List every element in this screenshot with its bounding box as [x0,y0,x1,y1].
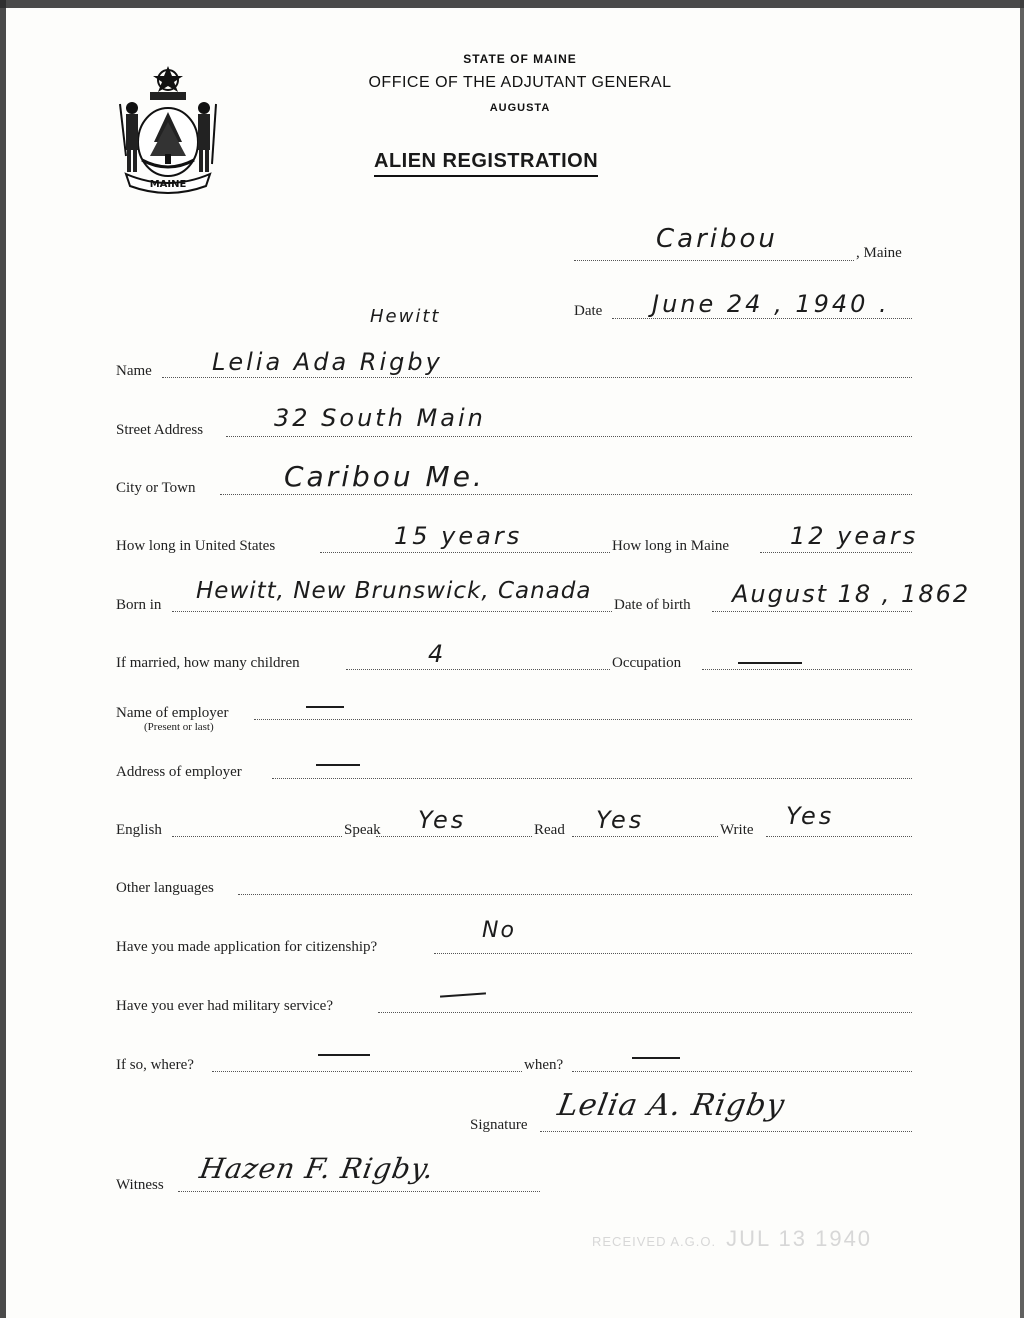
occupation-dash [738,662,802,664]
employer-name-dash [306,706,344,708]
how-long-us-label: How long in United States [116,538,276,554]
city-dotted-line [220,494,912,495]
when-dotted-line [572,1071,912,1072]
employer-name-label: Name of employer [116,705,229,721]
speak-label: Speak [344,822,381,838]
born-in-dotted-line [172,611,612,612]
speak-value: Yes [418,806,467,834]
date-of-birth-value: August 18 , 1862 [732,580,971,608]
place-label: , Maine [856,245,902,261]
how-long-us-dotted-line [320,552,610,553]
how-long-maine-label: How long in Maine [612,538,730,554]
header-state: STATE OF MAINE [463,52,577,66]
military-dotted-line [378,1012,912,1013]
read-dotted-line [572,836,718,837]
children-dotted-line [346,669,610,670]
header-city: AUGUSTA [489,102,551,114]
witness-value: Hazen F. Rigby. [197,1152,438,1185]
how-long-maine-value: 12 years [790,522,919,550]
english-label: English [116,822,162,838]
form-title: ALIEN REGISTRATION [374,150,598,177]
how-long-maine-dotted-line [760,552,912,553]
employer-address-dash [316,764,360,766]
born-in-label: Born in [116,597,162,613]
employer-address-label: Address of employer [116,764,242,780]
city-label: City or Town [116,480,196,496]
date-value: June 24 , 1940 . [652,290,890,318]
english-dotted-line [172,836,342,837]
signature-value: Lelia A. Rigby [554,1088,788,1123]
name-value: Lelia Ada Rigby [212,348,443,376]
employer-address-dotted-line [272,778,912,779]
citizenship-dotted-line [434,953,912,954]
citizenship-value: No [482,918,516,943]
scan-border-left [0,0,6,1318]
header-office: OFFICE OF THE ADJUTANT GENERAL [368,74,672,91]
city-value: Caribou Me. [284,460,485,493]
military-dash [440,992,486,997]
date-of-birth-label: Date of birth [614,597,691,613]
signature-dotted-line [540,1131,912,1132]
read-value: Yes [596,806,645,834]
received-stamp [592,1226,872,1252]
where-dotted-line [212,1071,522,1072]
name-label: Name [116,363,152,379]
signature-label: Signature [470,1117,528,1133]
military-label: Have you ever had military service? [116,998,333,1014]
street-value: 32 South Main [274,404,486,432]
name-dotted-line [162,377,912,378]
street-dotted-line [226,436,912,437]
place-value: Caribou [656,224,778,254]
stamp-prefix: RECEIVED A.G.O. [592,1234,717,1249]
name-insertion: Hewitt [370,306,441,327]
witness-dotted-line [178,1191,540,1192]
occupation-label: Occupation [612,655,682,671]
street-label: Street Address [116,422,204,438]
date-of-birth-dotted-line [712,611,912,612]
when-dash [632,1057,680,1059]
employer-name-dotted-line [254,719,912,720]
witness-label: Witness [116,1177,164,1193]
write-dotted-line [766,836,912,837]
children-label: If married, how many children [116,655,300,671]
place-dotted-line [574,260,854,261]
write-value: Yes [786,802,835,830]
when-label: when? [524,1057,564,1073]
born-in-value: Hewitt, New Brunswick, Canada [196,578,592,604]
children-value: 4 [428,640,447,668]
other-languages-dotted-line [238,894,912,895]
occupation-dotted-line [702,669,912,670]
scan-border-top [0,0,1024,8]
date-dotted-line [612,318,912,319]
read-label: Read [534,822,565,838]
where-dash [318,1054,370,1056]
employer-name-sublabel: (Present or last) [144,721,214,733]
date-label: Date [574,303,603,319]
write-label: Write [720,822,754,838]
speak-dotted-line [376,836,532,837]
scan-border-right [1020,0,1024,1318]
stamp-date: JUL 13 1940 [726,1226,873,1251]
where-label: If so, where? [116,1057,194,1073]
citizenship-label: Have you made application for citizenship? [116,939,378,955]
other-languages-label: Other languages [116,880,214,896]
maine-state-seal-icon [112,64,224,194]
how-long-us-value: 15 years [394,522,523,550]
seal-banner-text: MAINE [149,179,187,190]
